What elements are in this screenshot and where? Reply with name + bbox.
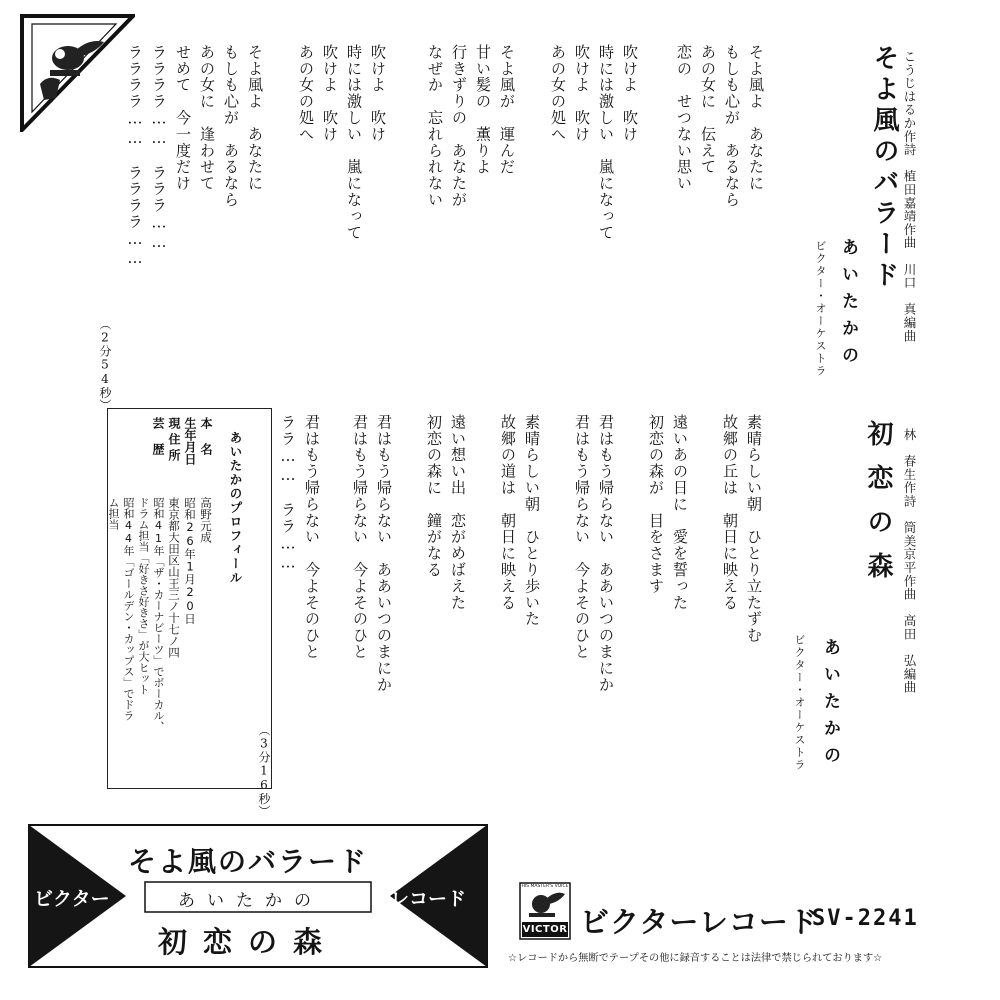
victor-logo-small-text: HIS MASTER'S VOICE xyxy=(521,884,569,889)
lyric-line: 君はもう帰らない ああいつのまにか xyxy=(597,414,615,693)
lyric-line: 吹けよ 吹け xyxy=(369,44,387,143)
lyric-line: もしも心が あるなら xyxy=(723,44,741,208)
lyric-line: ララララ…… ラララ…… xyxy=(150,44,168,252)
lyric-line: 遠い想い出 恋がめばえた xyxy=(449,414,467,611)
lyric-line: 時には激しい 嵐になって xyxy=(345,44,363,241)
lyric-line: 君はもう帰らない ああいつのまにか xyxy=(375,414,393,693)
song2-duration: （3分16秒） xyxy=(257,724,271,818)
lyric-line: ララ…… ララ…… xyxy=(279,414,297,573)
lyric-line: 時には激しい 嵐になって xyxy=(597,44,615,241)
profile-label: 現住所 xyxy=(167,417,181,465)
lyric-line: 恋の せつない思い xyxy=(675,44,693,192)
profile-value: 昭和41年「ザ・カーナビーツ」でボーカル、 xyxy=(152,497,165,732)
banner-right-tag: レコード xyxy=(390,888,467,910)
banner-title1: そよ風のバラード xyxy=(128,845,369,878)
lyric-line: そよ風が 運んだ xyxy=(498,44,516,176)
song2-title: 初恋の森 xyxy=(863,420,893,596)
lyric-line: あの女に 逢わせて xyxy=(198,44,216,192)
his-masters-voice-corner-logo xyxy=(20,14,135,132)
profile-value: 高野元成 xyxy=(199,497,213,543)
profile-value: 東京都大田区山王三ノ十七ノ四 xyxy=(167,497,181,658)
lyric-line: ララララ…… ララララ…… xyxy=(126,44,144,269)
lyric-line: もしも心が あるなら xyxy=(222,44,240,208)
lyric-line: 君はもう帰らない 今よそのひと xyxy=(351,414,369,660)
banner-title2: 初恋の森 xyxy=(158,925,339,959)
lyric-line: 初恋の森に 鐘がなる xyxy=(425,414,443,578)
banner-left-tag: ビクター xyxy=(34,888,110,910)
song1-orchestra: ビクター・オーケストラ xyxy=(814,240,827,378)
lyric-line: あの女の処へ xyxy=(297,44,315,143)
profile-value: 昭和26年1月20日 xyxy=(183,497,197,625)
copyright-notice: ☆レコードから無断でテープその他に録音することは法律で禁じられております☆ xyxy=(508,953,883,964)
lyric-line: 素晴らしい朝 ひとり立たずむ xyxy=(745,414,763,644)
lyric-line: あの女の処へ xyxy=(549,44,567,143)
lyric-line: 吹けよ 吹け xyxy=(621,44,639,143)
lyric-line: 遠いあの日に 愛を誓った xyxy=(671,414,689,611)
profile-value: ム担当 xyxy=(107,497,120,530)
lyric-line: そよ風よ あなたに xyxy=(246,44,264,192)
lyric-line: 君はもう帰らない 今よそのひと xyxy=(573,414,591,660)
title-banner xyxy=(28,824,488,968)
profile-heading: あいたかのプロフィール xyxy=(228,431,243,585)
lyric-line: 初恋の森が 目をさます xyxy=(647,414,665,595)
song1-title: そよ風のバラード xyxy=(869,44,899,292)
profile-label: 生年月日 xyxy=(183,417,197,465)
lyric-line: 素晴らしい朝 ひとり歩いた xyxy=(523,414,541,628)
lyric-line: 君はもう帰らない 今よそのひと xyxy=(303,414,321,660)
song2-orchestra: ビクター・オーケストラ xyxy=(793,634,806,772)
catalog-number: SV-2241 xyxy=(812,906,919,931)
lyric-line: 故郷の丘は 朝日に映える xyxy=(721,414,739,611)
brand-name: ビクターレコード xyxy=(580,905,819,939)
victor-logo-text: VICTOR xyxy=(522,924,568,935)
banner-artist: あいたかの xyxy=(178,891,323,911)
lyric-line: 故郷の道は 朝日に映える xyxy=(499,414,517,611)
song1-artist: あいたかの xyxy=(838,238,858,373)
profile-value: 昭和44年「ゴールデン・カップス」でドラ xyxy=(122,497,135,721)
song2-credit: 林 春生作詩 筒美京平作曲 高田 弘編曲 xyxy=(902,428,917,694)
song1-duration: （2分54秒） xyxy=(98,318,112,412)
song2-artist: あいたかの xyxy=(820,638,840,773)
artist-profile-box xyxy=(107,408,272,789)
lyric-line: 吹けよ 吹け xyxy=(321,44,339,143)
lyric-line: せめて 今一度だけ xyxy=(174,44,192,192)
lyric-line: 吹けよ 吹け xyxy=(573,44,591,143)
profile-label: 本名 xyxy=(199,417,213,469)
lyric-line: なぜか 忘れられない xyxy=(426,44,444,208)
lyric-line: 甘い髪の 薫りよ xyxy=(474,44,492,176)
lyric-line: 行きずりの あなたが xyxy=(450,44,468,208)
profile-label: 芸歴 xyxy=(151,417,165,469)
lyric-line: そよ風よ あなたに xyxy=(747,44,765,192)
profile-value: ドラム担当「好きさ好きさ」が大ヒット xyxy=(137,497,150,695)
song1-credit: こうじはるか作詩 植田嘉靖作曲 川口 真編曲 xyxy=(902,50,917,343)
lyric-line: あの女に 伝えて xyxy=(699,44,717,176)
